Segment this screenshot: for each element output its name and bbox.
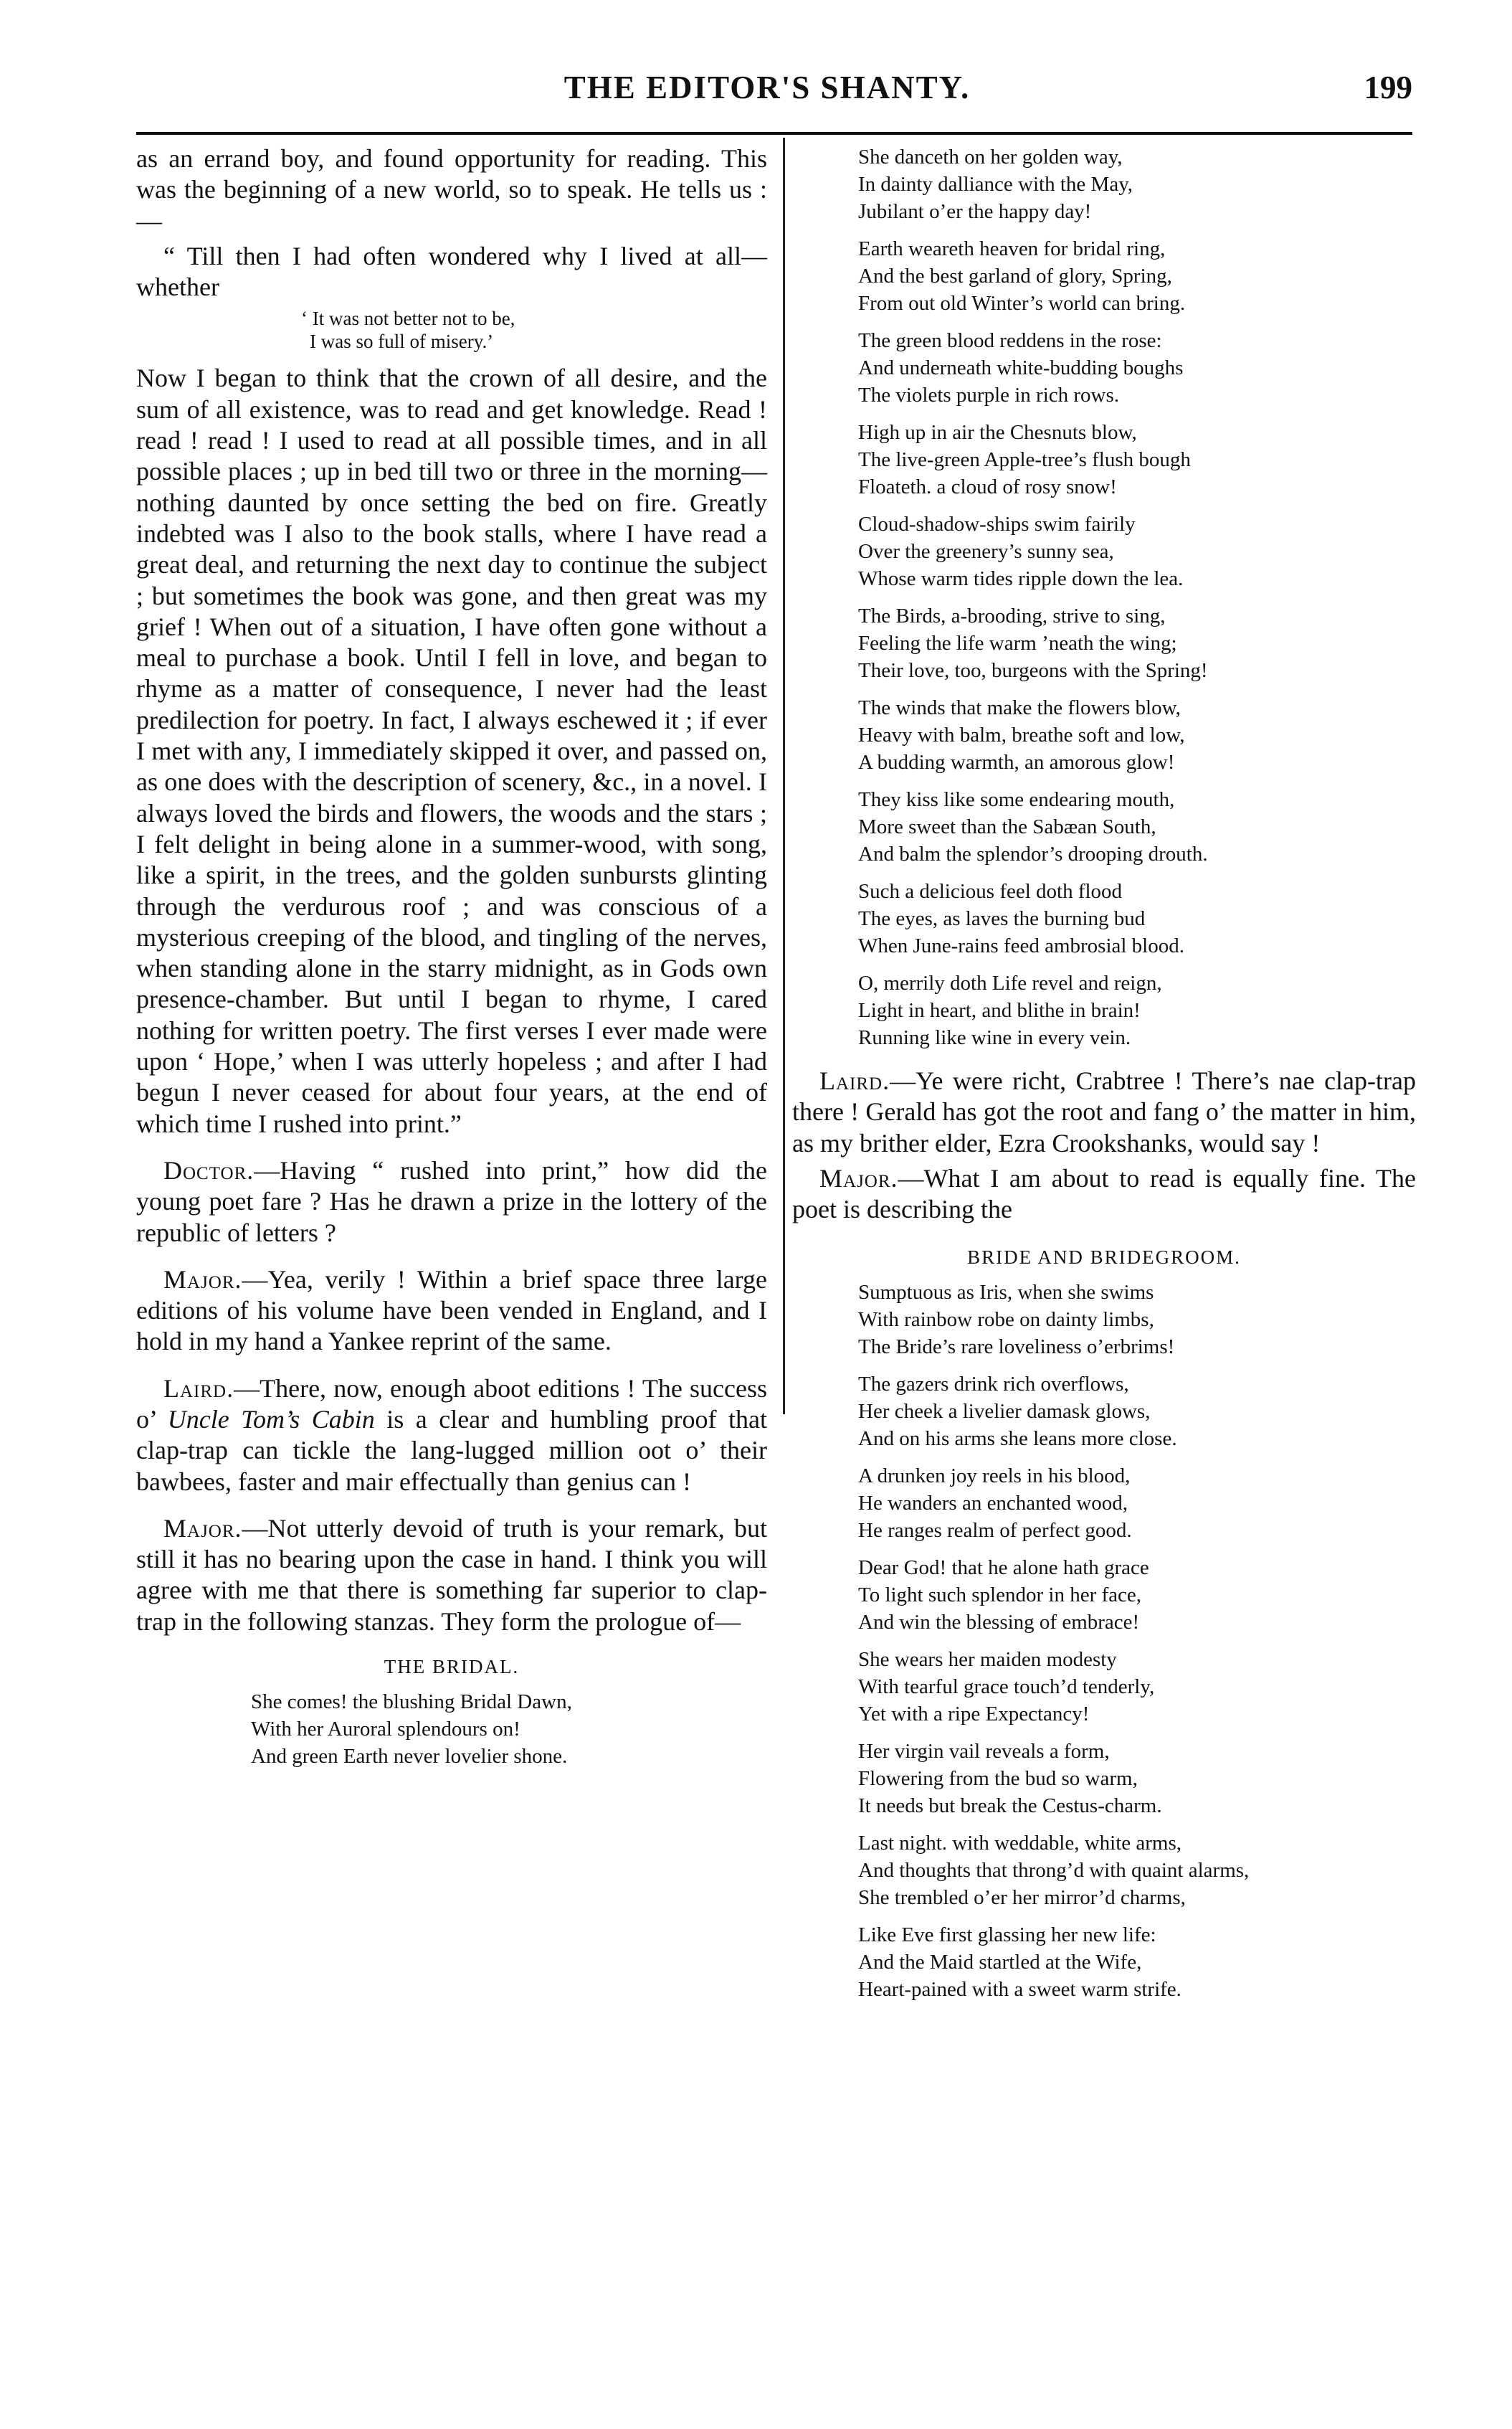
poem-line: The live-green Apple-tree’s flush bough — [858, 448, 1191, 471]
poem-line: And win the blessing of embrace! — [858, 1611, 1140, 1634]
poem-stanza — [792, 694, 1416, 776]
poem-stanza — [792, 1921, 1416, 2003]
poem-line: And underneath white-budding boughs — [858, 356, 1184, 379]
poem-stanza — [792, 511, 1416, 592]
poem-stanza — [792, 1370, 1416, 1452]
dialogue-laird — [136, 1373, 767, 1497]
poem-line: The winds that make the flowers blow, — [858, 696, 1181, 719]
speaker-name: Major. — [163, 1513, 242, 1543]
speech-text: —There, now, enough aboot editions ! The success o’ — [136, 1373, 767, 1434]
poem-line: Flowering from the bud so warm, — [858, 1767, 1138, 1791]
poem-line: The eyes, as laves the burning bud — [858, 907, 1146, 930]
poem-line: Light in heart, and blithe in brain! — [858, 999, 1141, 1022]
speech-text: —Ye were richt, Crabtree ! There’s nae clap-trap there ! Gerald has got the root and fang o’ the matter in him, as my brither elder, Ezra Crookshanks, would say ! — [792, 1066, 1416, 1157]
poem-line: Cloud-shadow-ships swim fairily — [858, 513, 1136, 536]
poem-line: She comes! the blushing Bridal Dawn, — [251, 1690, 572, 1714]
poem-line: Over the greenery’s sunny sea, — [858, 540, 1114, 563]
inset-quote — [301, 307, 767, 353]
poem-title: THE BRIDAL. — [384, 1656, 520, 1678]
poem-stanza — [792, 143, 1416, 225]
poem-line: Dear God! that he alone hath grace — [858, 1556, 1149, 1580]
poem-line: And the Maid startled at the Wife, — [858, 1951, 1142, 1974]
poem-line: The Birds, a-brooding, strive to sing, — [858, 605, 1166, 628]
dialogue-doctor — [136, 1155, 767, 1249]
poem-line: And on his arms she leans more close. — [858, 1427, 1177, 1451]
poem-line: And the best garland of glory, Spring, — [858, 265, 1172, 288]
poem-line: A drunken joy reels in his blood, — [858, 1464, 1131, 1488]
poem-line: More sweet than the Sabæan South, — [858, 815, 1156, 838]
poem-line: And green Earth never lovelier shone. — [251, 1745, 568, 1769]
dialogue-laird — [792, 1066, 1416, 1159]
poem-stanza — [792, 1829, 1416, 1911]
poem-line: She wears her maiden modesty — [858, 1648, 1117, 1672]
poem-title: BRIDE AND BRIDEGROOM. — [967, 1246, 1241, 1269]
poem-stanza — [792, 1646, 1416, 1728]
poem-bridal — [792, 143, 1416, 1051]
poem-stanza — [792, 1738, 1416, 1819]
poem-line: She danceth on her golden way, — [858, 146, 1123, 169]
paragraph-continuation: as an errand boy, and found opportunity for reading. This was the beginning of a new world, so to speak. He tells us :— — [136, 144, 767, 235]
speech-text: —Yea, verily ! Within a brief space three large editions of his volume have been vended in England, and I hold in my hand a Yankee reprint of the same. — [136, 1264, 767, 1356]
poem-line: Last night. with weddable, white arms, — [858, 1832, 1182, 1855]
poem-line: When June-rains feed ambrosial blood. — [858, 934, 1184, 957]
speaker-name: Doctor. — [163, 1155, 255, 1185]
poem-line: She trembled o’er her mirror’d charms, — [858, 1886, 1186, 1910]
poem-line: Earth weareth heaven for bridal ring, — [858, 237, 1166, 260]
poem-line: Floateth. a cloud of rosy snow! — [858, 475, 1117, 498]
dialogue-major — [792, 1163, 1416, 1226]
poem-line: To light such splendor in her face, — [858, 1583, 1141, 1607]
book-title: Uncle Tom’s Cabin — [167, 1404, 375, 1434]
speech-text: —Having “ rushed into print,” how did the young poet fare ? Has he drawn a prize in the lottery of the republic of letters ? — [136, 1155, 767, 1247]
poem-line: It needs but break the Cestus-charm. — [858, 1794, 1162, 1818]
poem-line: Their love, too, burgeons with the Spring! — [858, 659, 1208, 682]
speaker-name: Major. — [163, 1264, 242, 1294]
poem-stanza — [792, 419, 1416, 501]
poem-line: With tearful grace touch’d tenderly, — [858, 1675, 1155, 1699]
inset-quote-line: I was so full of misery.’ — [310, 331, 494, 353]
poem-stanza — [792, 327, 1416, 409]
speaker-name: Laird. — [163, 1373, 234, 1403]
poem-line: From out old Winter’s world can bring. — [858, 292, 1186, 315]
poem-line: Yet with a ripe Expectancy! — [858, 1703, 1090, 1726]
poem-line: The gazers drink rich overflows, — [858, 1373, 1129, 1396]
paragraph-quote-body: Now I began to think that the crown of all desire, and the sum of all existence, was to read and get knowledge. Read ! read ! read ! I used to read at all possible times, and in all possible places ; up in bed till two or three in the morning—nothing daunted by once setting the bed on fire. Greatly indebted was I also to the book stalls, where I have read a great deal, and returning the next day to continue the subject ; but sometimes the book was gone, and then great was my grief ! When out of a situation, I have often gone without a meal to purchase a book. Until I fell in love, and began to rhyme as a matter of consequence, I never had the least predilection for poetry. In fact, I always eschewed it ; if ever I met with any, I immediately skipped it over, and passed on, as one does with the description of scenery, &c., in a novel. I always loved the birds and flowers, the woods and the stars ; I felt delight in being alone in a summer-wood, with song, like a spirit, in the trees, and the golden sunbursts glinting through the verdurous roof ; and was conscious of a mysterious creeping of the blood, and tingling of the nerves, when standing alone in the starry midnight, as in Gods own presence-chamber. But until I began to rhyme, I cared nothing for written poetry. The first verses I ever made were upon ‘ Hope,’ when I was utterly hopeless ; and after I had begun I never ceased for about four years, at the end of which time I rushed into print.” — [136, 364, 767, 1138]
poem-stanza — [792, 1279, 1416, 1360]
poem-line: And balm the splendor’s drooping drouth. — [858, 843, 1208, 866]
poem-stanza — [792, 1462, 1416, 1544]
poem-bride-and-bridegroom — [792, 1279, 1416, 2003]
speaker-name: Laird. — [819, 1066, 890, 1095]
poem-line: And thoughts that throng’d with quaint alarms, — [858, 1859, 1250, 1883]
left-column — [136, 143, 767, 1780]
poem-line: Whose warm tides ripple down the lea. — [858, 567, 1184, 590]
poem-line: With her Auroral splendours on! — [251, 1718, 520, 1741]
poem-line: Heart-pained with a sweet warm strife. — [858, 1978, 1181, 2002]
poem-line: The Bride’s rare loveliness o’erbrims! — [858, 1335, 1175, 1359]
poem-line: A budding warmth, an amorous glow! — [858, 751, 1175, 774]
inset-quote-line: ‘ It was not better not to be, — [301, 308, 515, 330]
speech-text: —What I am about to read is equally fine. The poet is describing the — [792, 1163, 1416, 1224]
poem-line: The green blood reddens in the rose: — [858, 329, 1162, 352]
poem-stanza — [792, 970, 1416, 1051]
header-rule — [136, 132, 1412, 135]
poem-line: O, merrily doth Life revel and reign, — [858, 972, 1162, 995]
dialogue-major — [136, 1264, 767, 1358]
poem-stanza — [792, 1554, 1416, 1636]
poem-line: Heavy with balm, breathe soft and low, — [858, 724, 1185, 747]
column-divider — [783, 138, 785, 1414]
right-column — [792, 143, 1416, 2013]
poem-line: He ranges realm of perfect good. — [858, 1519, 1132, 1543]
poem-line: Her cheek a livelier damask glows, — [858, 1400, 1151, 1424]
poem-line: Jubilant o’er the happy day! — [858, 200, 1092, 223]
poem-line: With rainbow robe on dainty limbs, — [858, 1308, 1154, 1332]
poem-stanza — [792, 235, 1416, 317]
poem-line: Sumptuous as Iris, when she swims — [858, 1281, 1154, 1305]
poem-line: The violets purple in rich rows. — [858, 384, 1120, 407]
poem-line: Like Eve first glassing her new life: — [858, 1923, 1156, 1947]
poem-line: Running like wine in every vein. — [858, 1026, 1131, 1049]
dialogue-major — [136, 1513, 767, 1637]
poem-line: In dainty dalliance with the May, — [858, 173, 1133, 196]
speech-text: —Not utterly devoid of truth is your remark, but still it has no bearing upon the case in hand. I think you will agree with me that there is something far superior to clap-trap in the following stanzas. They form the prologue of— — [136, 1513, 767, 1636]
page-number: 199 — [1364, 70, 1412, 105]
poem-stanza — [136, 1688, 767, 1770]
poem-bridal-opening — [136, 1688, 767, 1770]
poem-stanza — [792, 786, 1416, 868]
poem-stanza — [792, 602, 1416, 684]
paragraph-quote-intro: “ Till then I had often wondered why I lived at all—whether — [136, 241, 767, 302]
speech-text: is a clear and humbling proof that clap-trap can tickle the lang-lugged million oot o’ their bawbees, faster and mair effectually than genius can ! — [136, 1404, 767, 1496]
speaker-name: Major. — [819, 1163, 898, 1193]
poem-line: Feeling the life warm ’neath the wing; — [858, 632, 1177, 655]
poem-line: Her virgin vail reveals a form, — [858, 1740, 1110, 1763]
running-title: THE EDITOR'S SHANTY. — [564, 70, 971, 105]
poem-line: They kiss like some endearing mouth, — [858, 788, 1175, 811]
running-head — [122, 65, 1412, 122]
poem-line: High up in air the Chesnuts blow, — [858, 421, 1137, 444]
poem-line: Such a delicious feel doth flood — [858, 880, 1123, 903]
poem-stanza — [792, 878, 1416, 960]
poem-line: He wanders an enchanted wood, — [858, 1492, 1128, 1515]
